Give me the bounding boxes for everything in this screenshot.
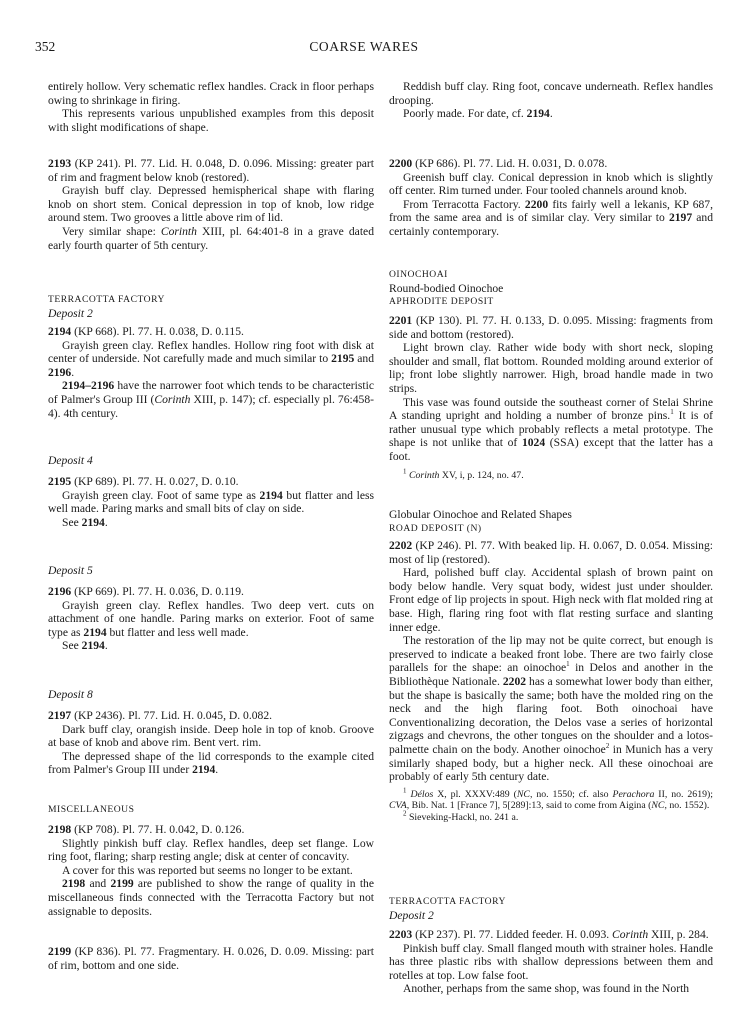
text-span: . xyxy=(104,639,108,653)
text-span: 2199 xyxy=(110,877,134,891)
text-span: in Delos and another in the Bibliothèque Nationale. xyxy=(389,661,713,688)
text-span: 2194 xyxy=(48,325,72,338)
deposit-heading: Deposit 2 xyxy=(48,306,93,320)
text-span: 2194–2196 xyxy=(62,379,115,393)
page-number: 352 xyxy=(35,39,56,54)
text-span: Corinth xyxy=(612,928,649,941)
text-span: NC xyxy=(651,800,665,812)
text-span: 1 xyxy=(403,786,407,795)
text-span: CVA xyxy=(389,800,407,812)
text-span: Deposit 8 xyxy=(48,688,93,701)
section-heading xyxy=(389,508,713,535)
text-span: . xyxy=(71,365,75,379)
text-span: (KP 130). Pl. 77. H. 0.133, D. 0.095. Missing: fragments from side and bottom (restored). xyxy=(389,314,713,341)
entry-2202 xyxy=(389,539,713,823)
text-span: 2194 xyxy=(192,763,216,777)
page-header xyxy=(35,40,693,58)
entry-2200 xyxy=(389,157,713,239)
deposit-heading xyxy=(48,688,374,702)
text-span: 2203 xyxy=(389,928,413,941)
text-span: but flatter and less well made. Paring marks and small bits of clay on side. xyxy=(48,488,374,516)
text-span: See xyxy=(62,515,82,529)
text-span: Poorly made. For date, cf. xyxy=(403,107,527,121)
text-span: Corinth xyxy=(154,392,191,406)
text-span: From Terracotta Factory. xyxy=(403,197,525,211)
section-heading xyxy=(389,268,713,309)
section-heading xyxy=(48,293,374,320)
text-span: (KP 669). Pl. 77. H. 0.036, D. 0.119. xyxy=(71,585,244,598)
text-span: are published to show the range of quality in the miscellaneous finds connected with the Terracotta Factory but not assignable to deposits. xyxy=(48,877,374,918)
text-span: 2202 xyxy=(502,674,527,688)
text-span: and xyxy=(85,877,111,891)
text-span: Reddish buff clay. Ring foot, concave underneath. Reflex handles drooping. xyxy=(389,80,713,107)
continued-entry xyxy=(389,80,713,121)
text-span: 1 xyxy=(403,467,407,476)
text-span: 2194 xyxy=(81,515,105,529)
text-span: Round-bodied Oinochoe xyxy=(389,281,504,295)
text-span: MISCELLANEOUS xyxy=(48,804,135,815)
catalogue-number: 2193 xyxy=(48,157,72,170)
text-span: entirely hollow. Very schematic reflex handles. Crack in floor perhaps owing to shrinkage in firing. xyxy=(48,80,374,107)
text-span: A cover for this was reported but seems no longer to be extant. xyxy=(62,863,353,877)
text-span: Grayish buff clay. Depressed hemispherical shape with flaring knob on short stem. Conical depression in top of knob, low ridge around stem. Two grooves a little above rim of lid. xyxy=(48,184,374,225)
text-span: Greenish buff clay. Conical depression in knob which is slightly off center. Rim turned under. Four tooled channels around knob. xyxy=(389,170,713,198)
entry-2198 xyxy=(48,823,374,918)
text-span: , no. 1552). xyxy=(664,800,710,812)
text-span: . xyxy=(549,107,553,121)
entry-2193 xyxy=(48,157,374,252)
text-span: 1 xyxy=(670,408,674,417)
text-span: Corinth xyxy=(408,469,440,481)
text-span: Dark buff clay, orangish inside. Deep hole in top of knob. Groove at base of knob and above rim. Bent vert. rim. xyxy=(48,722,374,750)
text-span: 2194 xyxy=(526,107,550,121)
text-span: The depressed shape of the lid corresponds to the example cited from Palmer's Group III under xyxy=(48,749,374,777)
text-span: 2195 xyxy=(48,475,72,488)
text-span: Grayish green clay. Reflex handles. Hollow ring foot with disk at center of underside. Not carefully made and much similar to xyxy=(48,338,374,366)
text-span: ROAD DEPOSIT (N) xyxy=(389,522,482,534)
text-span: 2196 xyxy=(48,585,72,598)
text-span: APHRODITE DEPOSIT xyxy=(389,296,494,308)
text-span: Slightly pinkish buff clay. Reflex handles, deep set flange. Low ring foot, flaring; sharp resting angle; disk at center of concavity. xyxy=(48,836,374,864)
text-span: Globular Oinochoe and Related Shapes xyxy=(389,508,572,521)
text-span: 2194 xyxy=(259,488,283,502)
text-span: 1024 xyxy=(521,436,546,450)
text-span: Pinkish buff clay. Small flanged mouth with strainer holes. Handle has three plastic ribs with shallow depressions between them and rotelles at top. Low false foot. xyxy=(389,941,713,982)
text-span: (KP 836). Pl. 77. Fragmentary. H. 0.026, D. 0.09. Missing: part of rim, bottom and one side. xyxy=(48,945,374,972)
text-span: It is of rather unusual type which probably reflects a metal prototype. The shape is not unlike that of xyxy=(389,409,713,450)
text-span: Hard, polished buff clay. Accidental splash of brown paint on body below handle. Very squat body, widest just under shoulder. Front edge of lip projects in spout. High neck with flat molded ring at base. High, flaring ring foot with flat resting surface and slanting inner edge. xyxy=(389,566,713,634)
entry-2196 xyxy=(48,585,374,653)
text-span: See xyxy=(62,639,82,653)
text-span: 2 xyxy=(605,742,610,751)
entry-2197 xyxy=(48,709,374,777)
text-span: TERRACOTTA FACTORY xyxy=(48,294,165,305)
text-span: but flatter and less well made. xyxy=(106,625,249,639)
text-span: 2194 xyxy=(83,625,107,639)
text-span: 1 xyxy=(566,660,570,669)
text-span: Deposit 4 xyxy=(48,454,93,467)
text-span: Perachora xyxy=(612,788,655,800)
text-span: fits fairly well a lekanis, KP 687, from the same area and is of similar clay. Very similar to xyxy=(389,197,713,225)
deposit-heading xyxy=(48,454,374,468)
text-span: (SSA) except that the latter has a foot. xyxy=(389,436,713,463)
footnote xyxy=(389,786,713,824)
text-span: Light brown clay. Rather wide body with short neck, sloping shoulder and small, flat bottom. Rounded molding around exterior of lip; front lobe slightly narrower. High, broad handle made in two strips. xyxy=(389,341,713,395)
text-span: , no. 1550; cf. also xyxy=(529,788,613,800)
section-heading xyxy=(389,895,713,922)
continued-entry xyxy=(48,80,374,134)
text-span: NC xyxy=(516,788,530,800)
text-span: XIII, p. 147); cf. especially pl. 76:458-4). 4th century. xyxy=(48,392,374,420)
entry-2201 xyxy=(389,314,713,481)
text-span: XIII, p. 284. xyxy=(648,928,709,941)
text-span: (KP 686). Pl. 77. Lid. H. 0.031, D. 0.078. xyxy=(412,157,608,170)
text-span: and xyxy=(354,352,374,366)
text-span: Deposit 5 xyxy=(48,564,93,577)
text-span: , Bib. Nat. 1 [France 7], 5[289]:13, said to come from Aigina ( xyxy=(406,800,652,812)
text-span: XIII, pl. 64:401-8 in a grave dated early fourth quarter of 5th century. xyxy=(48,224,374,252)
footnote xyxy=(389,467,713,482)
text-span: X, pl. XXXV:489 ( xyxy=(433,788,517,800)
text-span: Another, perhaps from the same shop, was found in the North xyxy=(403,982,690,996)
text-span: (KP 241). Pl. 77. Lid. H. 0.048, D. 0.096. Missing: greater part of rim and fragment below knob (restored). xyxy=(48,157,374,184)
text-span: Corinth xyxy=(160,224,197,238)
text-span: (KP 2436). Pl. 77. Lid. H. 0.045, D. 0.082. xyxy=(71,709,273,722)
text-span: 2199 xyxy=(48,945,72,958)
text-span: TERRACOTTA FACTORY xyxy=(389,896,506,907)
text-span: (KP 708). Pl. 77. H. 0.042, D. 0.126. xyxy=(71,823,245,836)
text-span: 2195 xyxy=(331,352,355,366)
text-span: Sieveking-Hackl, no. 241 a. xyxy=(406,811,519,823)
text-span: This represents various unpublished examples from this deposit with slight modifications of shape. xyxy=(48,107,374,134)
text-span: 2200 xyxy=(389,157,413,170)
text-span: 2202 xyxy=(389,539,413,552)
text-span: 2194 xyxy=(81,639,105,653)
text-span: (KP 668). Pl. 77. H. 0.038, D. 0.115. xyxy=(71,325,244,338)
text-span: in Munich has a very similarly shaped body, but a higher neck. All these oinochoai are probably of early 5th century date. xyxy=(389,742,713,784)
text-span: Very similar shape: xyxy=(62,224,161,238)
text-span: have the narrower foot which tends to be characteristic of Palmer's Group III ( xyxy=(48,379,374,406)
text-span: 2197 xyxy=(668,211,693,225)
text-span: OINOCHOAI xyxy=(389,269,448,280)
text-span: 2 xyxy=(403,809,407,818)
text-span: 2201 xyxy=(389,314,413,327)
text-span: . xyxy=(215,763,219,777)
text-span: Grayish green clay. Foot of same type as xyxy=(62,488,260,502)
section-heading xyxy=(48,803,374,817)
entry-2195 xyxy=(48,475,374,529)
entry-2194 xyxy=(48,325,374,420)
text-span: (KP 237). Pl. 77. Lidded feeder. H. 0.093. xyxy=(412,928,613,941)
text-span: The restoration of the lip may not be quite correct, but enough is preserved to indicate a beaked front lobe. There are two fairly close parallels for the shape: an oinochoe xyxy=(389,634,713,675)
text-span: (KP 246). Pl. 77. With beaked lip. H. 0.067, D. 0.054. Missing: most of lip (restored). xyxy=(389,539,713,566)
text-span: This vase was found outside the southeast corner of Stelai Shrine A standing upright and holding a number of bronze pins. xyxy=(389,395,713,423)
deposit-heading xyxy=(48,564,374,578)
text-span: has a somewhat lower body than either, but the shape is basically the same; both have the molded ring on the neck and the high flaring foot. Both oinochoai have Conventionalizing decoration, the Delos vase a series of horizontal zigzags and chevrons, the other tongues on the shoulder and a lotos-palmette chain on the body. Another oinochoe xyxy=(389,674,713,756)
text-span: 2198 xyxy=(62,877,86,891)
entry-2203 xyxy=(389,928,713,996)
running-head: COARSE WARES xyxy=(309,39,419,54)
text-span: 2196 xyxy=(48,365,72,379)
text-span: 2197 xyxy=(48,709,72,722)
text-span: II, no. 2619); xyxy=(654,788,713,800)
text-span: XV, i, p. 124, no. 47. xyxy=(439,469,524,481)
text-span: 2200 xyxy=(524,197,549,211)
text-span: and certainly contemporary. xyxy=(389,211,713,238)
text-span: Délos xyxy=(410,788,434,800)
text-span: . xyxy=(104,515,108,529)
entry-2199 xyxy=(48,945,374,972)
text-span: Grayish green clay. Reflex handles. Two deep vert. cuts on attachment of one handle. Paring marks on exterior. Foot of same type as xyxy=(48,598,374,639)
text-span: Deposit 2 xyxy=(389,908,434,922)
text-span: (KP 689). Pl. 77. H. 0.027, D. 0.10. xyxy=(71,475,239,488)
text-span: 2198 xyxy=(48,823,72,836)
